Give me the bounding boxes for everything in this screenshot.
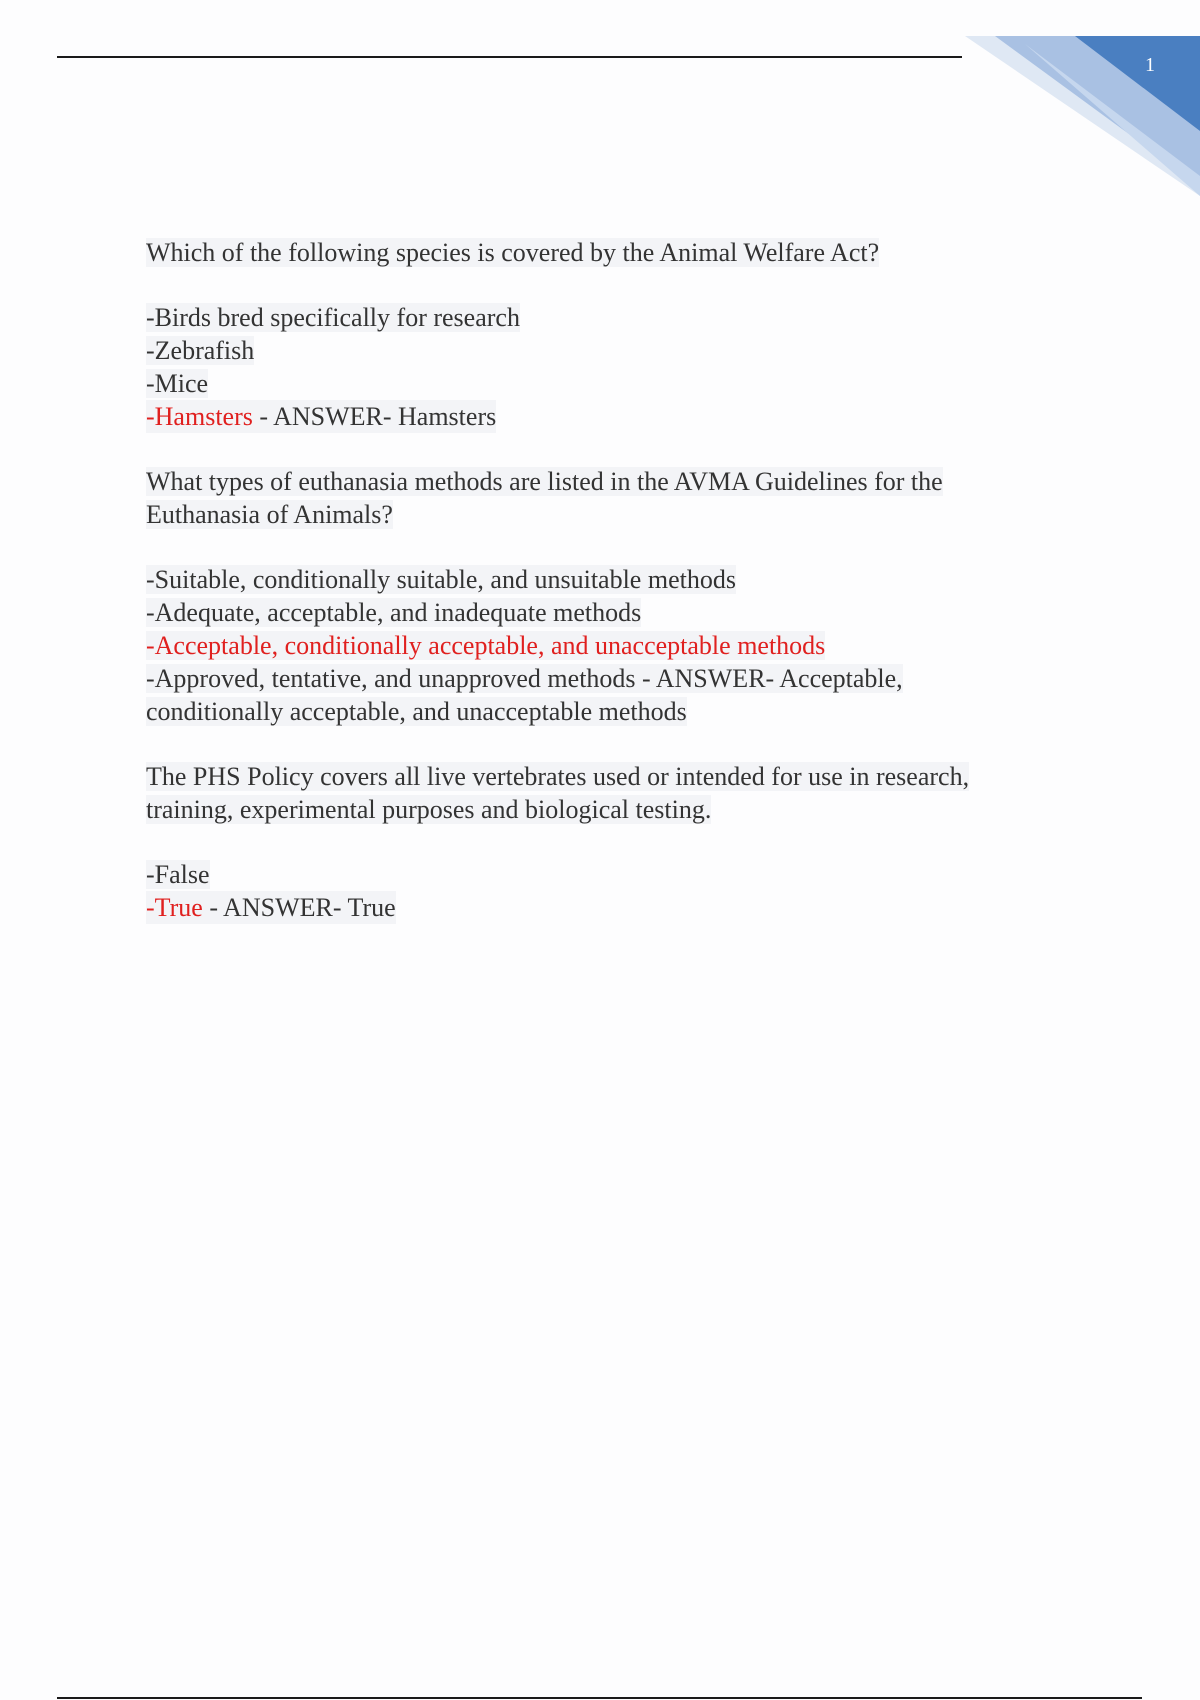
question-1-prompt: Which of the following species is covered by the Animal Welfare Act? bbox=[146, 238, 880, 267]
document-body bbox=[146, 236, 1046, 956]
question-1-option-3: -Mice bbox=[146, 369, 209, 398]
question-2-option-2: -Adequate, acceptable, and inadequate methods bbox=[146, 598, 642, 627]
question-2-prompt: What types of euthanasia methods are listed in the AVMA Guidelines for the Euthanasia of Animals? bbox=[146, 467, 943, 529]
question-1-option-4 bbox=[146, 400, 496, 433]
question-2-option-4-answer: -Approved, tentative, and unapproved methods - ANSWER- Acceptable, conditionally acceptable, and unacceptable methods bbox=[146, 664, 903, 726]
question-3-option-1: -False bbox=[146, 860, 210, 889]
question-2-correct-option: -Acceptable, conditionally acceptable, and unacceptable methods bbox=[146, 631, 826, 660]
question-1-correct-option: -Hamsters bbox=[146, 402, 253, 431]
question-3-prompt: The PHS Policy covers all live vertebrates used or intended for use in research, training, experimental purposes and biological testing. bbox=[146, 762, 970, 824]
question-3-option-2 bbox=[146, 891, 396, 924]
question-1-options bbox=[146, 301, 1046, 433]
question-2-option-1: -Suitable, conditionally suitable, and unsuitable methods bbox=[146, 565, 736, 594]
question-1-option-1: -Birds bred specifically for research bbox=[146, 303, 520, 332]
question-2-options bbox=[146, 563, 1046, 728]
question-2-prompt-block bbox=[146, 465, 1046, 531]
question-1-answer: - ANSWER- Hamsters bbox=[252, 402, 497, 431]
question-3-prompt-block bbox=[146, 760, 1046, 826]
question-1-prompt-block bbox=[146, 236, 1046, 269]
question-3-options bbox=[146, 858, 1046, 924]
header-rule bbox=[57, 56, 962, 58]
question-3-answer: - ANSWER- True bbox=[202, 893, 396, 922]
page-number: 1 bbox=[1145, 54, 1155, 76]
footer-rule bbox=[57, 1697, 1142, 1699]
question-1-option-2: -Zebrafish bbox=[146, 336, 255, 365]
question-3-correct-option: -True bbox=[146, 893, 203, 922]
